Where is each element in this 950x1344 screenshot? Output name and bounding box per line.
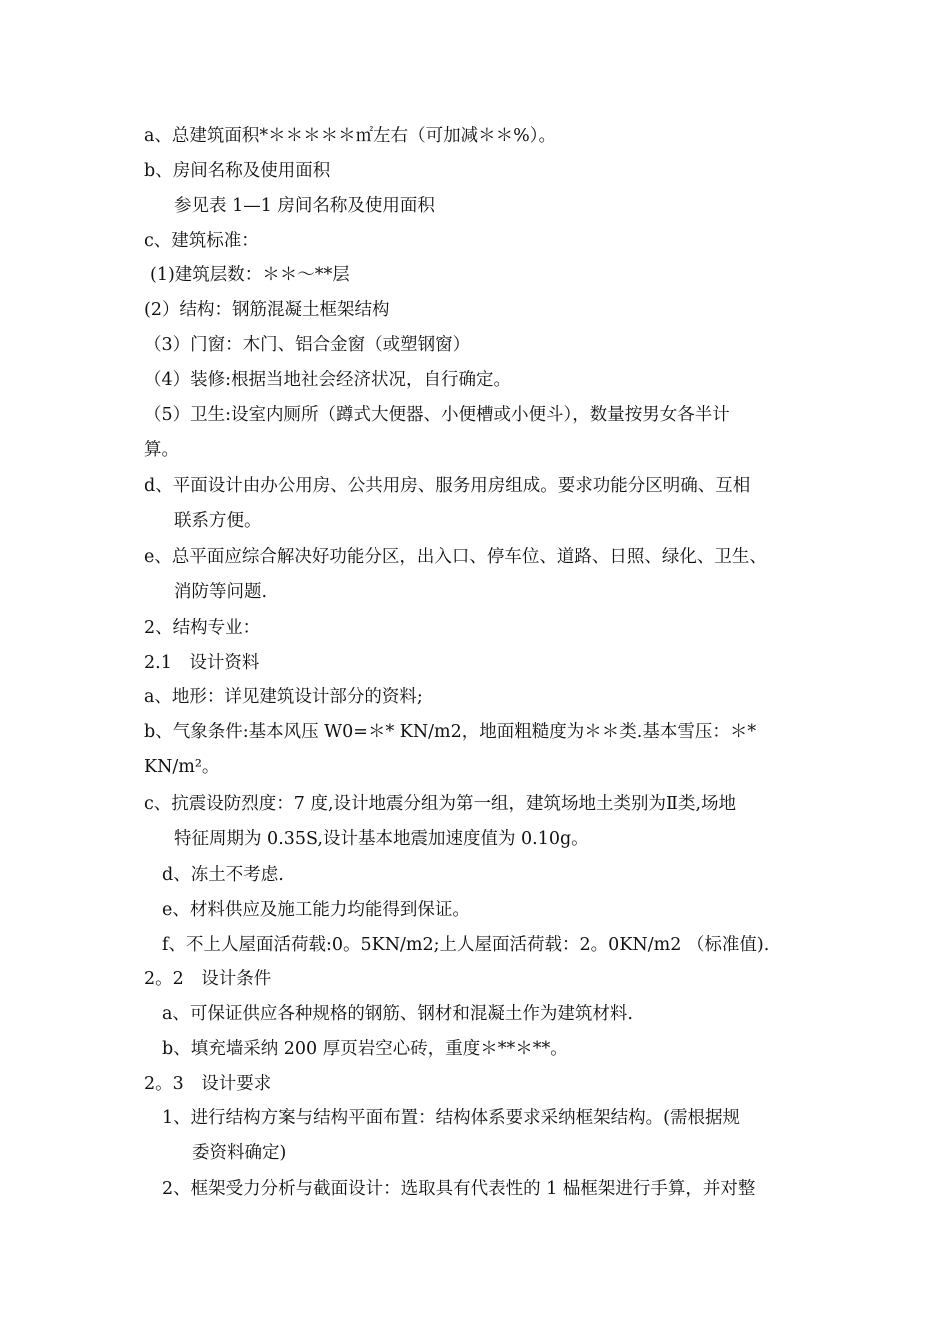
- text-line: d、冻土不考虑.: [162, 865, 284, 885]
- text-line: 特征周期为 0.35S,设计基本地震加速度值为 0.10g。: [174, 829, 589, 849]
- text-line: b、房间名称及使用面积: [144, 161, 331, 181]
- text-line: 参见表 1—1 房间名称及使用面积: [174, 196, 435, 216]
- text-line: d、平面设计由办公用房、公共用房、服务用房组成。要求功能分区明确、互相: [144, 476, 751, 496]
- text-line: c、抗震设防烈度：7 度,设计地震分组为第一组，建筑场地土类别为Ⅱ类,场地: [144, 794, 737, 814]
- text-line: b、填充墙采纳 200 厚页岩空心砖，重度＊**＊**。: [162, 1039, 568, 1059]
- text-line: b、气象条件:基本风压 W0=＊* KN/m2，地面粗糙度为＊＊类.基本雪压：＊*: [144, 722, 757, 742]
- text-line: 委资料确定): [192, 1143, 287, 1163]
- text-line: 算。: [144, 440, 179, 460]
- text-line: 消防等问题.: [174, 582, 268, 602]
- text-line: e、材料供应及施工能力均能得到保证。: [162, 900, 470, 920]
- text-line: a、可保证供应各种规格的钢筋、钢材和混凝土作为建筑材料.: [162, 1004, 633, 1024]
- text-line: f、不上人屋面活荷载:0。5KN/m2;上人屋面活荷载：2。0KN/m2 （标准值).: [162, 935, 770, 955]
- text-line: 2.1 设计资料: [144, 653, 260, 673]
- text-line: a、总建筑面积*＊＊＊＊＊㎡左右（可加减＊＊%）。: [144, 126, 557, 146]
- text-line: 2、框架受力分析与截面设计：选取具有代表性的 1 榀框架进行手算，并对整: [162, 1179, 756, 1199]
- text-line: e、总平面应综合解决好功能分区，出入口、停车位、道路、日照、绿化、卫生、: [144, 547, 767, 567]
- text-line: 2。2 设计条件: [144, 969, 272, 989]
- text-line: （4）装修:根据当地社会经济状况，自行确定。: [144, 370, 512, 390]
- text-line: KN/m²。: [144, 757, 220, 777]
- text-line: (2）结构：钢筋混凝土框架结构: [144, 300, 390, 320]
- text-line: 联系方便。: [174, 511, 262, 531]
- text-line: 2、结构专业：: [144, 618, 261, 638]
- text-line: (1)建筑层数：＊＊～**层: [150, 265, 350, 285]
- text-line: 2。3 设计要求: [144, 1074, 272, 1094]
- text-line: 1、进行结构方案与结构平面布置：结构体系要求采纳框架结构。(需根据规: [162, 1108, 740, 1128]
- text-line: a、地形：详见建筑设计部分的资料;: [144, 687, 423, 707]
- text-line: （3）门窗：木门、铝合金窗（或塑钢窗）: [144, 335, 471, 355]
- text-line: c、建筑标准：: [144, 231, 259, 251]
- text-line: （5）卫生:设室内厕所（蹲式大便器、小便槽或小便斗），数量按男女各半计: [144, 405, 730, 425]
